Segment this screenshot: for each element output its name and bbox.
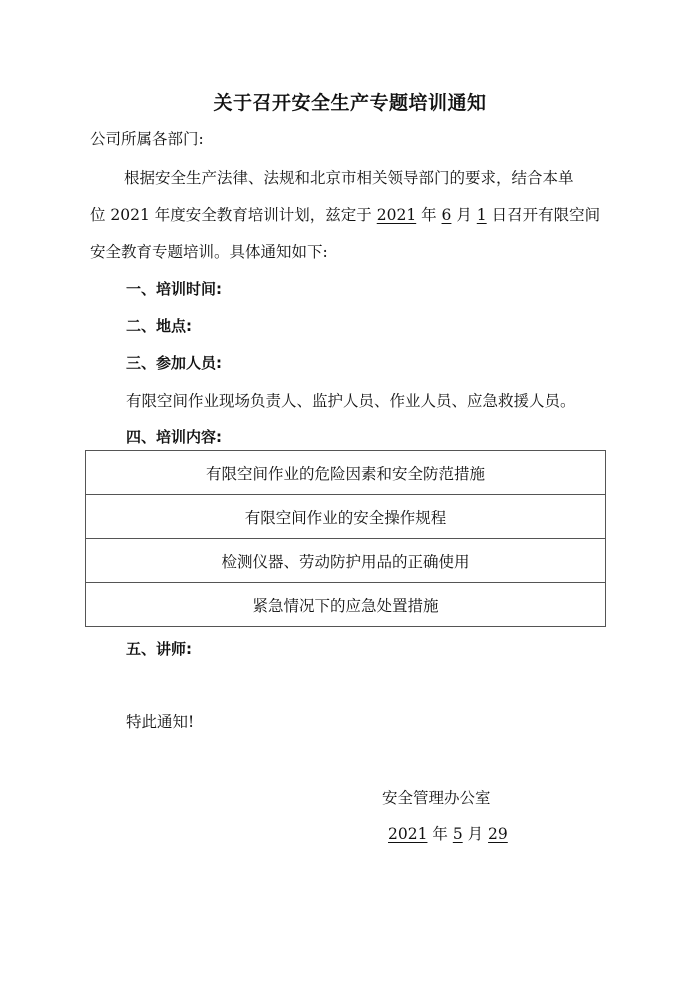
salutation: 公司所属各部门: bbox=[90, 130, 204, 148]
table-cell: 检测仪器、劳动防护用品的正确使用 bbox=[86, 539, 606, 583]
table-row bbox=[86, 583, 606, 627]
signature-year: 2021 bbox=[388, 825, 428, 843]
meeting-date-month: 6 bbox=[441, 206, 452, 224]
signature-office: 安全管理办公室 bbox=[382, 789, 491, 807]
intro-line-3: 安全教育专题培训。具体通知如下: bbox=[90, 243, 328, 261]
intro-line-2 bbox=[90, 203, 600, 225]
year-unit: 年 bbox=[416, 206, 442, 224]
intro-line-2-suffix: 日召开有限空间 bbox=[486, 206, 601, 224]
training-content-table bbox=[85, 450, 606, 627]
notice-title: 关于召开安全生产专题培训通知 bbox=[213, 92, 487, 114]
meeting-date-year: 2021 bbox=[376, 206, 417, 224]
month-unit: 月 bbox=[451, 206, 477, 224]
intro-line-1: 根据安全生产法律、法规和北京市相关领导部门的要求，结合本单 bbox=[124, 169, 574, 187]
month-unit: 月 bbox=[462, 825, 489, 843]
table-row bbox=[86, 495, 606, 539]
table-row bbox=[86, 451, 606, 495]
signature-date bbox=[388, 822, 508, 844]
section-training-time: 一、培训时间: bbox=[126, 280, 222, 298]
table-cell: 有限空间作业的危险因素和安全防范措施 bbox=[86, 451, 606, 495]
section-participants: 三、参加人员: bbox=[126, 354, 222, 372]
meeting-date-day: 1 bbox=[476, 206, 487, 224]
signature-day: 29 bbox=[488, 825, 508, 843]
section-lecturer: 五、讲师: bbox=[126, 640, 192, 658]
table-row bbox=[86, 539, 606, 583]
closing-text: 特此通知! bbox=[126, 713, 195, 731]
year-unit: 年 bbox=[427, 825, 453, 843]
section-training-content: 四、培训内容: bbox=[126, 428, 222, 446]
participants-text: 有限空间作业现场负责人、监护人员、作业人员、应急救援人员。 bbox=[126, 392, 576, 410]
table-cell: 有限空间作业的安全操作规程 bbox=[86, 495, 606, 539]
signature-month: 5 bbox=[452, 825, 463, 843]
section-location: 二、地点: bbox=[126, 317, 192, 335]
table-cell: 紧急情况下的应急处置措施 bbox=[86, 583, 606, 627]
intro-line-2-prefix: 位 2021 年度安全教育培训计划，兹定于 bbox=[90, 206, 377, 224]
